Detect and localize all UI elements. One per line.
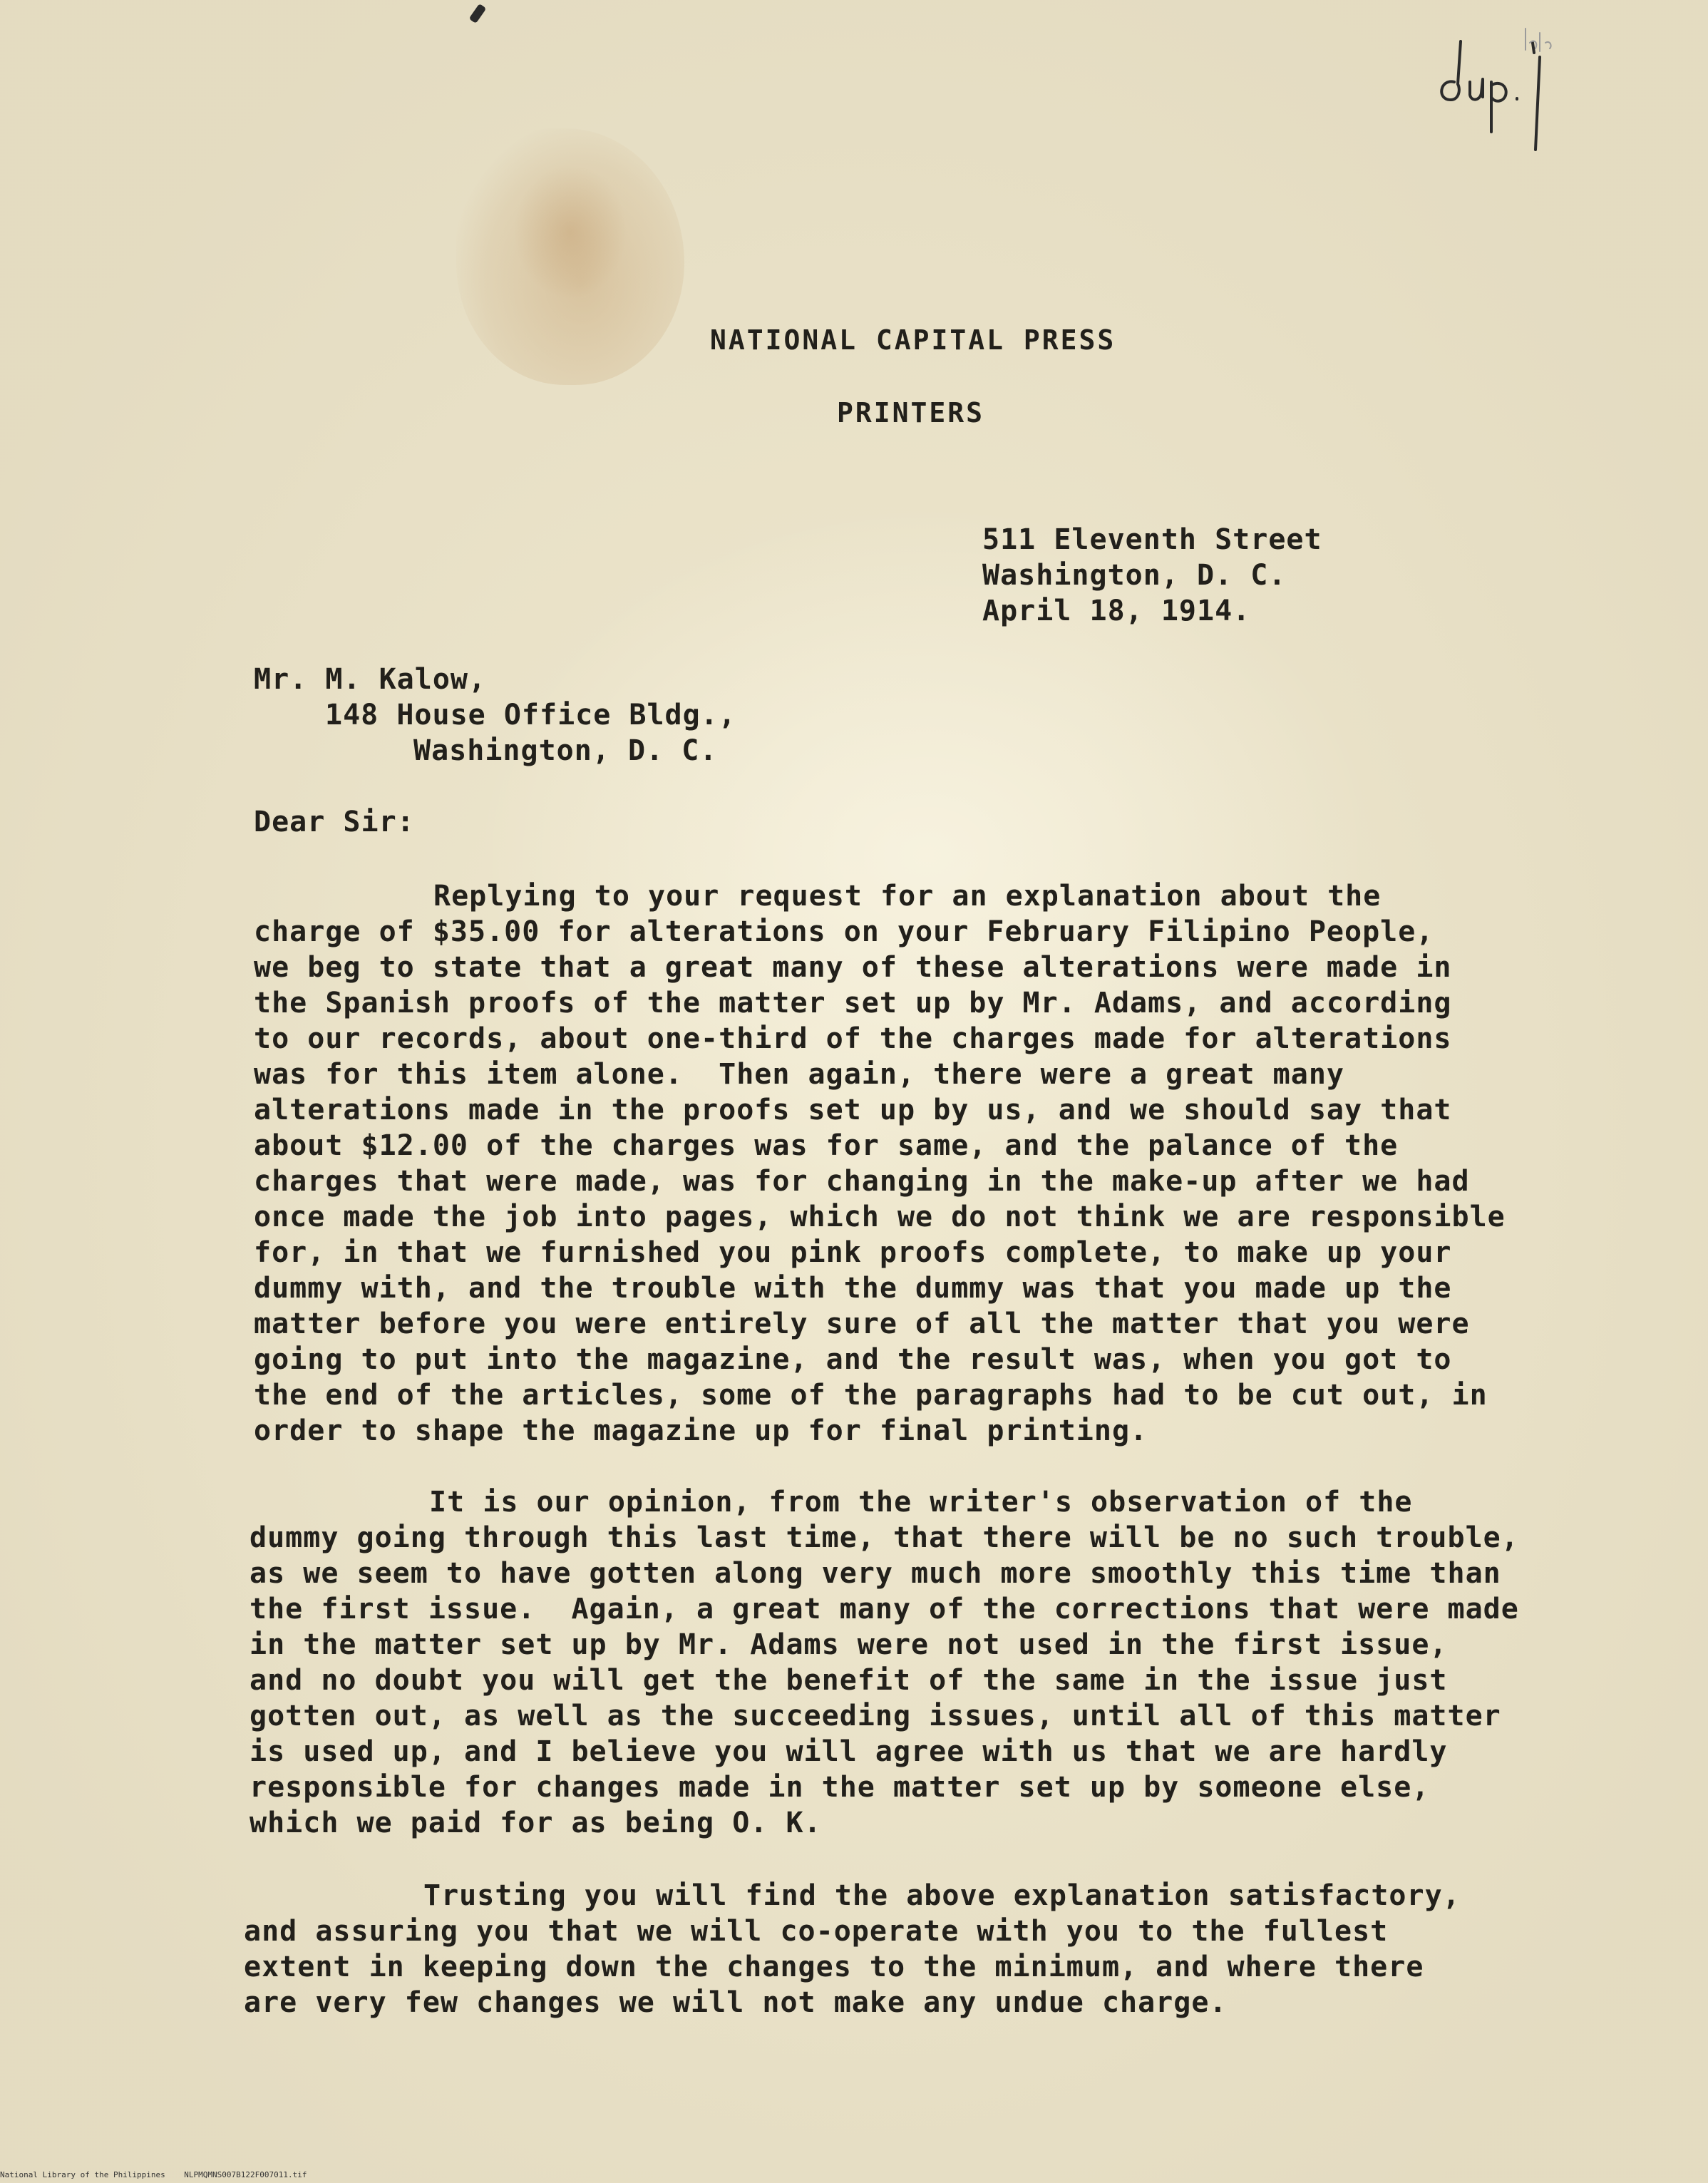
paragraph-2 [249,1484,1519,1841]
body-line: and no doubt you will get the benefit of the same in the issue just [249,1664,1448,1697]
salutation: Dear Sir: [254,806,415,838]
coffee-stain-core [513,164,627,299]
body-line: in the matter set up by Mr. Adams were not used in the first issue, [249,1628,1448,1661]
handwritten-annotation [1426,14,1554,157]
body-line: going to put into the magazine, and the result was, when you got to [254,1343,1452,1376]
body-line: It is our opinion, from the writer's observation of the [429,1486,1413,1519]
body-line: the Spanish proofs of the matter set up by Mr. Adams, and according [254,987,1452,1019]
body-line: are very few changes we will not make any undue charge. [244,1986,1228,2019]
body-line: and assuring you that we will co-operate with you to the fullest [244,1915,1389,1948]
body-line: Trusting you will find the above explanation satisfactory, [423,1879,1461,1912]
letterhead-company: NATIONAL CAPITAL PRESS [710,324,1116,356]
letterhead-subtitle: PRINTERS [837,397,985,428]
body-line: charge of $35.00 for alterations on your February Filipino People, [254,915,1434,948]
body-line: matter before you were entirely sure of all the matter that you were [254,1308,1470,1340]
body-line: the first issue. Again, a great many of the corrections that were made [249,1593,1519,1625]
body-line: charges that were made, was for changing in the make-up after we had [254,1165,1470,1198]
recipient-address: 148 House Office Bldg., [325,699,736,731]
body-line: responsible for changes made in the matter set up by someone else, [249,1771,1430,1804]
paragraph-3 [244,1878,1461,2020]
body-line: order to shape the magazine up for final printing. [254,1414,1148,1447]
body-line: the end of the articles, some of the paragraphs had to be cut out, in [254,1379,1488,1412]
body-line: is used up, and I believe you will agree with us that we are hardly [249,1735,1448,1768]
recipient-name: Mr. M. Kalow, [254,663,487,696]
sender-street: 511 Eleventh Street [982,523,1322,556]
sender-city: Washington, D. C. [982,559,1287,592]
paragraph-1 [254,878,1506,1449]
body-line: alterations made in the proofs set up by us, and we should say that [254,1094,1452,1126]
letter-date: April 18, 1914. [982,595,1251,627]
body-line: gotten out, as well as the succeeding issues, until all of this matter [249,1700,1501,1732]
body-line: we beg to state that a great many of these alterations were made in [254,951,1452,984]
body-line: dummy with, and the trouble with the dummy was that you made up the [254,1272,1452,1305]
body-line: about $12.00 of the charges was for same, and the palance of the [254,1129,1399,1162]
body-line: was for this item alone. Then again, there were a great many [254,1058,1345,1091]
body-line: dummy going through this last time, that there will be no such trouble, [249,1521,1519,1554]
body-line: extent in keeping down the changes to the minimum, and where there [244,1951,1424,1983]
body-line: once made the job into pages, which we do not think we are responsible [254,1201,1506,1233]
recipient-city: Washington, D. C. [413,734,718,767]
body-line: to our records, about one-third of the charges made for alterations [254,1022,1452,1055]
scan-footer: National Library of the Philippines NLPMQMNS007B122F007011.tif [0,2170,307,2179]
body-line: as we seem to have gotten along very much more smoothly this time than [249,1557,1501,1590]
body-line: which we paid for as being O. K. [249,1807,822,1839]
body-line: for, in that we furnished you pink proofs complete, to make up your [254,1236,1452,1269]
body-line: Replying to your request for an explanation about the [433,880,1382,913]
